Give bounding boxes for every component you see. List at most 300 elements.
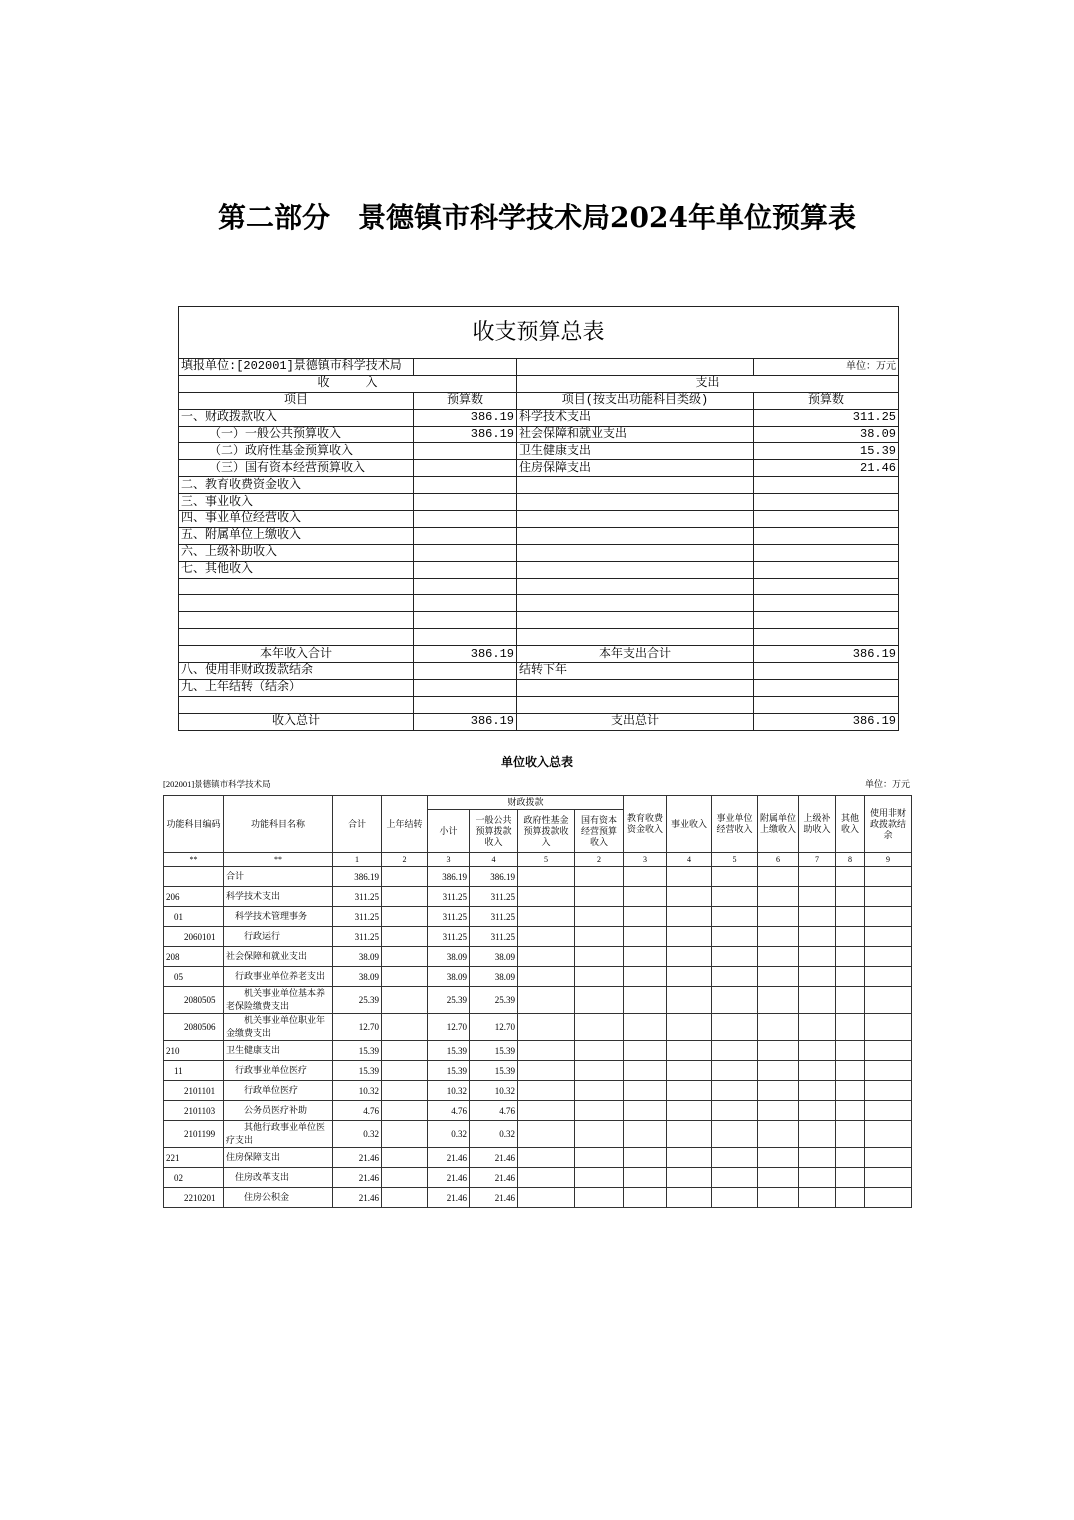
function-name-cell: 机关事业单位基本养老保险缴费支出: [224, 987, 333, 1014]
amount-cell: [382, 1121, 428, 1148]
expense-amount-cell: 38.09: [754, 426, 899, 443]
budget-summary-table: [178, 306, 899, 731]
expense-amount-header: 预算数: [754, 392, 899, 409]
function-code-cell: 2101101: [164, 1081, 224, 1101]
income-item-cell: 五、附属单位上缴收入: [179, 527, 414, 544]
expense-amount-cell: 311.25: [754, 409, 899, 426]
amount-cell: 311.25: [470, 887, 518, 907]
column-number-cell: 5: [712, 853, 758, 867]
function-code-cell: 208: [164, 947, 224, 967]
amount-cell: [624, 1014, 667, 1041]
amount-cell: [667, 927, 712, 947]
amount-cell: [799, 1168, 836, 1188]
income-item-cell: （一）一般公共预算收入: [179, 426, 414, 443]
income-row: [164, 1148, 912, 1168]
expense-item-cell: 卫生健康支出: [517, 443, 754, 460]
amount-cell: 0.32: [333, 1121, 382, 1148]
income-row: [164, 1101, 912, 1121]
expense-amount-cell: [754, 544, 899, 561]
amount-cell: [836, 947, 865, 967]
expense-item-cell: 住房保障支出: [517, 460, 754, 477]
income-amount-cell: [414, 494, 517, 511]
amount-cell: [758, 1061, 799, 1081]
expense-amount-cell: [754, 679, 899, 696]
expense-item-cell: 结转下年: [517, 663, 754, 680]
amount-cell: [836, 967, 865, 987]
function-name-cell: 公务员医疗补助: [224, 1101, 333, 1121]
amount-cell: [518, 887, 575, 907]
amount-cell: [518, 1101, 575, 1121]
income-amount-header: 预算数: [414, 392, 517, 409]
function-code-cell: [164, 867, 224, 887]
amount-cell: [624, 947, 667, 967]
amount-cell: [712, 1168, 758, 1188]
amount-cell: [575, 1148, 624, 1168]
amount-cell: [712, 1101, 758, 1121]
summary-row: [179, 426, 899, 443]
amount-cell: 12.70: [470, 1014, 518, 1041]
amount-cell: [575, 1188, 624, 1208]
expense-item-cell: [517, 477, 754, 494]
amount-cell: [624, 1101, 667, 1121]
column-number-cell: 1: [333, 853, 382, 867]
amount-cell: 0.32: [470, 1121, 518, 1148]
amount-cell: [518, 1081, 575, 1101]
amount-cell: [624, 1188, 667, 1208]
amount-cell: [758, 887, 799, 907]
operating-revenue-header: 事业收入: [667, 796, 712, 853]
amount-cell: [712, 1041, 758, 1061]
income-amount-cell: [414, 578, 517, 595]
amount-cell: [624, 1081, 667, 1101]
amount-cell: [667, 887, 712, 907]
expense-amount-cell: [754, 561, 899, 578]
amount-cell: [865, 1148, 912, 1168]
income-reporting-unit: [202001]景德镇市科学技术局: [163, 779, 271, 789]
unit-note: 单位：万元: [754, 359, 899, 376]
function-code-cell: 221: [164, 1148, 224, 1168]
expense-amount-cell: 386.19: [754, 646, 899, 663]
summary-row: [179, 646, 899, 663]
amount-cell: [836, 887, 865, 907]
summary-row: [179, 460, 899, 477]
amount-cell: [667, 907, 712, 927]
column-number-cell: 3: [624, 853, 667, 867]
non-fiscal-balance-header: 使用非财政拨款结余: [865, 796, 912, 853]
income-item-cell: 二、教育收费资金收入: [179, 477, 414, 494]
column-number-cell: 4: [667, 853, 712, 867]
summary-row: [179, 494, 899, 511]
expense-amount-cell: [754, 595, 899, 612]
income-unit-note: 单位：万元: [864, 779, 910, 789]
income-item-cell: 八、使用非财政拨款结余: [179, 663, 414, 680]
amount-cell: [836, 1121, 865, 1148]
amount-cell: 311.25: [428, 887, 470, 907]
unit-income-table: [163, 795, 912, 1208]
expense-amount-cell: [754, 629, 899, 646]
amount-cell: 15.39: [470, 1041, 518, 1061]
amount-cell: [712, 887, 758, 907]
income-item-cell: 本年收入合计: [179, 646, 414, 663]
column-number-cell: 8: [836, 853, 865, 867]
amount-cell: [799, 867, 836, 887]
income-row: [164, 1081, 912, 1101]
amount-cell: [758, 1014, 799, 1041]
amount-cell: 311.25: [470, 927, 518, 947]
amount-cell: [836, 1041, 865, 1061]
amount-cell: [667, 1041, 712, 1061]
income-row: [164, 1041, 912, 1061]
amount-cell: [836, 1081, 865, 1101]
amount-cell: [799, 947, 836, 967]
expense-item-header: 项目(按支出功能科目类级): [517, 392, 754, 409]
amount-cell: [712, 1188, 758, 1208]
amount-cell: 15.39: [470, 1061, 518, 1081]
expense-amount-cell: [754, 578, 899, 595]
amount-cell: [712, 987, 758, 1014]
amount-cell: [799, 887, 836, 907]
amount-cell: 38.09: [428, 947, 470, 967]
amount-cell: [865, 987, 912, 1014]
income-row: [164, 987, 912, 1014]
column-number-cell: 5: [518, 853, 575, 867]
amount-cell: [799, 927, 836, 947]
function-code-cell: 11: [164, 1061, 224, 1081]
expense-item-cell: [517, 544, 754, 561]
amount-cell: [382, 1014, 428, 1041]
expense-amount-cell: [754, 477, 899, 494]
income-amount-cell: [414, 477, 517, 494]
amount-cell: [758, 947, 799, 967]
amount-cell: [758, 1101, 799, 1121]
amount-cell: [518, 867, 575, 887]
function-name-cell: 行政事业单位医疗: [224, 1061, 333, 1081]
summary-unit-row: [179, 359, 899, 376]
amount-cell: 10.32: [470, 1081, 518, 1101]
amount-cell: [518, 947, 575, 967]
amount-cell: [575, 1101, 624, 1121]
amount-cell: [836, 867, 865, 887]
expense-amount-cell: 15.39: [754, 443, 899, 460]
function-code-cell: 02: [164, 1168, 224, 1188]
empty-cell: [517, 359, 754, 376]
amount-cell: 21.46: [428, 1148, 470, 1168]
amount-cell: 4.76: [428, 1101, 470, 1121]
amount-cell: [865, 967, 912, 987]
income-item-cell: 三、事业收入: [179, 494, 414, 511]
income-item-header: 项目: [179, 392, 414, 409]
amount-cell: [518, 1148, 575, 1168]
amount-cell: [799, 1081, 836, 1101]
amount-cell: [518, 1168, 575, 1188]
amount-cell: [518, 987, 575, 1014]
amount-cell: [575, 907, 624, 927]
amount-cell: 4.76: [333, 1101, 382, 1121]
amount-cell: [382, 987, 428, 1014]
income-amount-cell: [414, 629, 517, 646]
income-amount-cell: [414, 679, 517, 696]
expense-amount-cell: [754, 494, 899, 511]
expense-item-cell: [517, 696, 754, 713]
unit-business-header: 事业单位经营收入: [712, 796, 758, 853]
amount-cell: [836, 1168, 865, 1188]
amount-cell: [758, 1081, 799, 1101]
amount-cell: [518, 1121, 575, 1148]
income-item-cell: [179, 696, 414, 713]
summary-row: [179, 713, 899, 730]
amount-cell: [518, 1014, 575, 1041]
function-name-cell: 机关事业单位职业年金缴费支出: [224, 1014, 333, 1041]
affiliated-unit-header: 附属单位上缴收入: [758, 796, 799, 853]
expense-item-cell: [517, 561, 754, 578]
function-name-cell: 科学技术支出: [224, 887, 333, 907]
amount-cell: [518, 927, 575, 947]
amount-cell: [667, 1121, 712, 1148]
amount-cell: [518, 967, 575, 987]
income-row: [164, 1014, 912, 1041]
income-item-cell: [179, 629, 414, 646]
amount-cell: [667, 1061, 712, 1081]
income-amount-cell: [414, 612, 517, 629]
summary-section-row: [179, 375, 899, 392]
amount-cell: [624, 887, 667, 907]
summary-row: [179, 409, 899, 426]
income-amount-cell: [414, 561, 517, 578]
amount-cell: [575, 1121, 624, 1148]
function-name-cell: 其他行政事业单位医疗支出: [224, 1121, 333, 1148]
income-amount-cell: [414, 663, 517, 680]
amount-cell: [799, 1061, 836, 1081]
amount-cell: [624, 967, 667, 987]
total-header: 合计: [333, 796, 382, 853]
function-name-cell: 行政运行: [224, 927, 333, 947]
income-amount-cell: [414, 696, 517, 713]
amount-cell: [382, 967, 428, 987]
function-name-cell: 行政单位医疗: [224, 1081, 333, 1101]
amount-cell: [712, 947, 758, 967]
summary-row: [179, 595, 899, 612]
function-name-cell: 合计: [224, 867, 333, 887]
amount-cell: 21.46: [428, 1188, 470, 1208]
function-name-cell: 住房改革支出: [224, 1168, 333, 1188]
expense-item-cell: [517, 511, 754, 528]
income-amount-cell: [414, 544, 517, 561]
amount-cell: [865, 1061, 912, 1081]
amount-cell: [575, 967, 624, 987]
income-item-cell: [179, 612, 414, 629]
amount-cell: [667, 867, 712, 887]
expense-amount-cell: [754, 663, 899, 680]
income-item-cell: 六、上级补助收入: [179, 544, 414, 561]
income-amount-cell: [414, 511, 517, 528]
amount-cell: [518, 1188, 575, 1208]
function-name-cell: 科学技术管理事务: [224, 907, 333, 927]
amount-cell: [758, 907, 799, 927]
income-section-header: 收 入: [179, 375, 517, 392]
amount-cell: [667, 967, 712, 987]
amount-cell: 4.76: [470, 1101, 518, 1121]
other-income-header: 其他收入: [836, 796, 865, 853]
column-number-cell: 2: [575, 853, 624, 867]
function-code-cell: 2101199: [164, 1121, 224, 1148]
income-amount-cell: [414, 527, 517, 544]
amount-cell: [624, 1041, 667, 1061]
column-number-cell: 6: [758, 853, 799, 867]
function-name-cell: 社会保障和就业支出: [224, 947, 333, 967]
amount-cell: [667, 1148, 712, 1168]
function-code-cell: 2060101: [164, 927, 224, 947]
amount-cell: [382, 947, 428, 967]
prior-carryover-header: 上年结转: [382, 796, 428, 853]
empty-cell: [414, 359, 517, 376]
income-item-cell: [179, 578, 414, 595]
amount-cell: [712, 1061, 758, 1081]
function-name-cell: 行政事业单位养老支出: [224, 967, 333, 987]
function-code-cell: 210: [164, 1041, 224, 1061]
amount-cell: [799, 1014, 836, 1041]
expense-item-cell: [517, 679, 754, 696]
amount-cell: [575, 1041, 624, 1061]
expense-section-header: 支出: [517, 375, 899, 392]
income-row: [164, 907, 912, 927]
function-code-cell: 01: [164, 907, 224, 927]
amount-cell: [382, 1061, 428, 1081]
income-amount-cell: 386.19: [414, 713, 517, 730]
summary-row: [179, 629, 899, 646]
column-number-cell: 7: [799, 853, 836, 867]
amount-cell: [799, 1188, 836, 1208]
amount-cell: 38.09: [470, 947, 518, 967]
summary-row: [179, 477, 899, 494]
gov-fund-header: 政府性基金预算拨款收入: [518, 810, 575, 853]
amount-cell: 311.25: [428, 907, 470, 927]
income-row: [164, 1121, 912, 1148]
summary-row: [179, 561, 899, 578]
amount-cell: 15.39: [333, 1061, 382, 1081]
income-amount-cell: [414, 460, 517, 477]
amount-cell: [518, 1041, 575, 1061]
column-number-cell: 9: [865, 853, 912, 867]
education-fee-header: 教育收费资金收入: [624, 796, 667, 853]
amount-cell: 10.32: [428, 1081, 470, 1101]
amount-cell: [836, 1061, 865, 1081]
amount-cell: [575, 927, 624, 947]
amount-cell: [865, 1188, 912, 1208]
amount-cell: 38.09: [333, 947, 382, 967]
amount-cell: [865, 947, 912, 967]
amount-cell: 15.39: [428, 1041, 470, 1061]
function-name-header: 功能科目名称: [224, 796, 333, 853]
amount-cell: [865, 1121, 912, 1148]
income-row: [164, 887, 912, 907]
amount-cell: [712, 1081, 758, 1101]
reporting-unit: 填报单位:[202001]景德镇市科学技术局: [179, 359, 414, 376]
amount-cell: [624, 987, 667, 1014]
amount-cell: [758, 1121, 799, 1148]
amount-cell: 38.09: [428, 967, 470, 987]
amount-cell: [865, 1101, 912, 1121]
expense-item-cell: [517, 629, 754, 646]
amount-cell: [575, 1061, 624, 1081]
amount-cell: [575, 887, 624, 907]
amount-cell: 21.46: [333, 1148, 382, 1168]
amount-cell: [799, 1041, 836, 1061]
amount-cell: 21.46: [333, 1168, 382, 1188]
expense-item-cell: [517, 527, 754, 544]
amount-cell: [624, 1061, 667, 1081]
column-number-cell: 3: [428, 853, 470, 867]
amount-cell: [865, 1041, 912, 1061]
income-row: [164, 1061, 912, 1081]
summary-table-title: 收支预算总表: [179, 307, 899, 359]
expense-item-cell: 科学技术支出: [517, 409, 754, 426]
amount-cell: [799, 1148, 836, 1168]
summary-title-row: [179, 307, 899, 359]
amount-cell: [624, 1121, 667, 1148]
amount-cell: [758, 927, 799, 947]
amount-cell: 38.09: [470, 967, 518, 987]
summary-row: [179, 578, 899, 595]
function-code-cell: 2080506: [164, 1014, 224, 1041]
amount-cell: [865, 1168, 912, 1188]
amount-cell: [667, 1188, 712, 1208]
amount-cell: [865, 907, 912, 927]
amount-cell: [575, 1081, 624, 1101]
amount-cell: [575, 987, 624, 1014]
column-number-row: [164, 853, 912, 867]
function-code-cell: 2210201: [164, 1188, 224, 1208]
amount-cell: [799, 1101, 836, 1121]
income-row: [164, 947, 912, 967]
amount-cell: [382, 1168, 428, 1188]
expense-item-cell: [517, 595, 754, 612]
income-item-cell: [179, 595, 414, 612]
amount-cell: [624, 927, 667, 947]
amount-cell: 25.39: [470, 987, 518, 1014]
amount-cell: 311.25: [428, 927, 470, 947]
amount-cell: [836, 1188, 865, 1208]
amount-cell: [575, 1014, 624, 1041]
amount-cell: [518, 907, 575, 927]
income-item-cell: 七、其他收入: [179, 561, 414, 578]
amount-cell: 311.25: [333, 927, 382, 947]
income-item-cell: 九、上年结转（结余）: [179, 679, 414, 696]
amount-cell: [575, 867, 624, 887]
amount-cell: [712, 967, 758, 987]
amount-cell: [712, 867, 758, 887]
function-code-cell: 2101103: [164, 1101, 224, 1121]
amount-cell: [836, 987, 865, 1014]
amount-cell: [382, 1101, 428, 1121]
expense-amount-cell: 21.46: [754, 460, 899, 477]
amount-cell: 38.09: [333, 967, 382, 987]
amount-cell: 15.39: [333, 1041, 382, 1061]
amount-cell: 311.25: [333, 887, 382, 907]
amount-cell: 386.19: [333, 867, 382, 887]
amount-cell: [712, 927, 758, 947]
income-amount-cell: 386.19: [414, 426, 517, 443]
amount-cell: [836, 1101, 865, 1121]
summary-row: [179, 696, 899, 713]
amount-cell: [382, 1148, 428, 1168]
income-table-header: [164, 796, 912, 867]
function-code-cell: 2080505: [164, 987, 224, 1014]
income-row: [164, 867, 912, 887]
amount-cell: 21.46: [333, 1188, 382, 1208]
amount-cell: [758, 1041, 799, 1061]
function-name-cell: 卫生健康支出: [224, 1041, 333, 1061]
summary-row: [179, 612, 899, 629]
